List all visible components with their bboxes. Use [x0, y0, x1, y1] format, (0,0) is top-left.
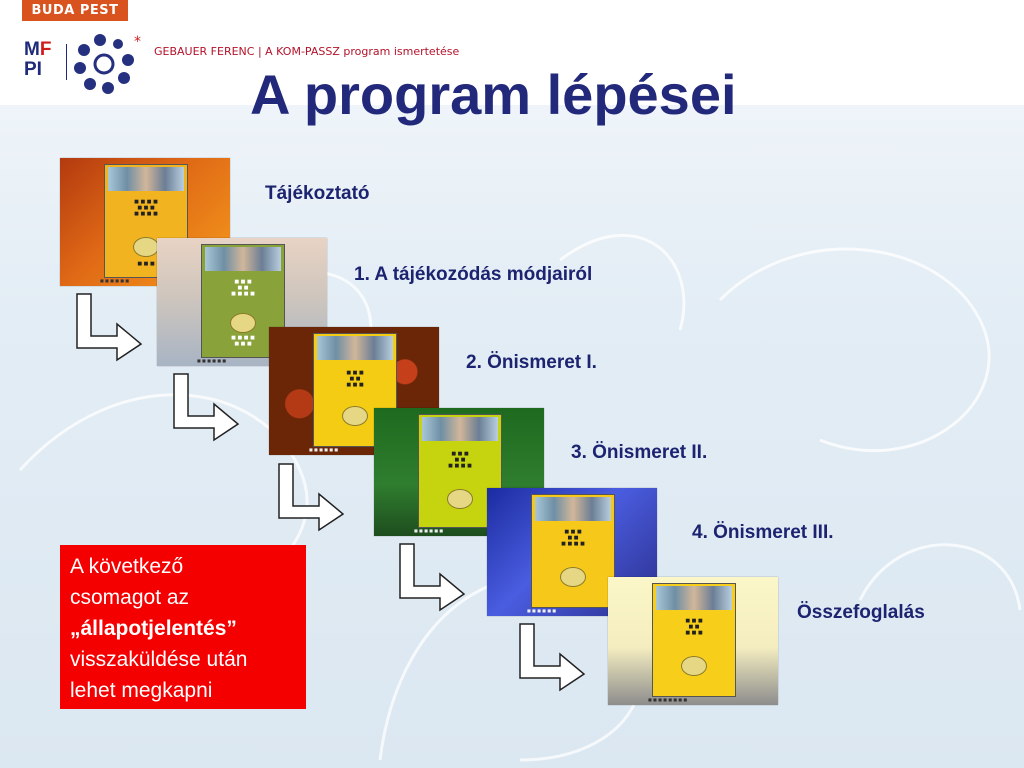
step-label-1: 1. A tájékozódás módjairól: [354, 264, 593, 285]
bent-arrow-icon: [396, 542, 468, 612]
thumb-osszefoglalas: ■ ■ ■ ■ ■ ■ ■ ■ ■ ■ ■ ■ ■ ■ ■ ■: [608, 577, 778, 705]
thumb-step-1: ■ ■ ■ ■ ■ ■ ■ ■ ■ ■ ■ ■ ■ ■ ■ ■ ■ ■ ■ ■ ■ ■: [157, 238, 327, 366]
step-label-osszefoglalas: Összefoglalás: [797, 602, 925, 623]
thumb-step-4: ■ ■ ■ ■ ■ ■ ■ ■ ■ ■ ■ ■ ■ ■ ■: [487, 488, 657, 616]
bent-arrow-icon: [275, 462, 347, 532]
thumb-tajekoztato: ■ ■ ■ ■ ■ ■ ■ ■ ■ ■ ■ ■ ■ ■ ■ ■ ■ ■ ■ ■: [60, 158, 230, 286]
note-line-1: A következő: [70, 555, 184, 578]
logo-divider: [66, 44, 67, 80]
mfpi-logo: MF PI: [24, 39, 52, 80]
thumb-step-3: ■ ■ ■ ■ ■ ■ ■ ■ ■ ■ ■ ■ ■ ■ ■: [374, 408, 544, 536]
bent-arrow-icon: [170, 372, 242, 442]
thumb-step-2: ■ ■ ■ ■ ■ ■ ■ ■ ■ ■ ■ ■ ■ ■: [269, 327, 439, 455]
header-subtitle: GEBAUER FERENC | A KOM-PASSZ program ismertetése: [154, 45, 460, 58]
step-label-4: 4. Önismeret III.: [692, 522, 834, 543]
note-line-5: lehet megkapni: [70, 679, 213, 702]
note-box: [60, 545, 306, 709]
note-line-2: csomagot az: [70, 586, 190, 609]
svg-text:*: *: [134, 34, 141, 50]
note-line-4: visszaküldése után: [70, 648, 248, 671]
bent-arrow-icon: [73, 292, 145, 362]
step-label-2: 2. Önismeret I.: [466, 352, 597, 373]
note-emphasis: „állapotjelentés”: [70, 617, 237, 640]
budapest-logo: BUDA PEST: [22, 0, 128, 21]
org-emblem-icon: [68, 30, 148, 95]
step-label-tajekoztato: Tájékoztató: [265, 183, 370, 204]
step-label-3: 3. Önismeret II.: [571, 442, 708, 463]
note-line-3: [70, 613, 296, 644]
bent-arrow-icon: [516, 622, 588, 692]
slide-title: A program lépései: [250, 63, 737, 126]
